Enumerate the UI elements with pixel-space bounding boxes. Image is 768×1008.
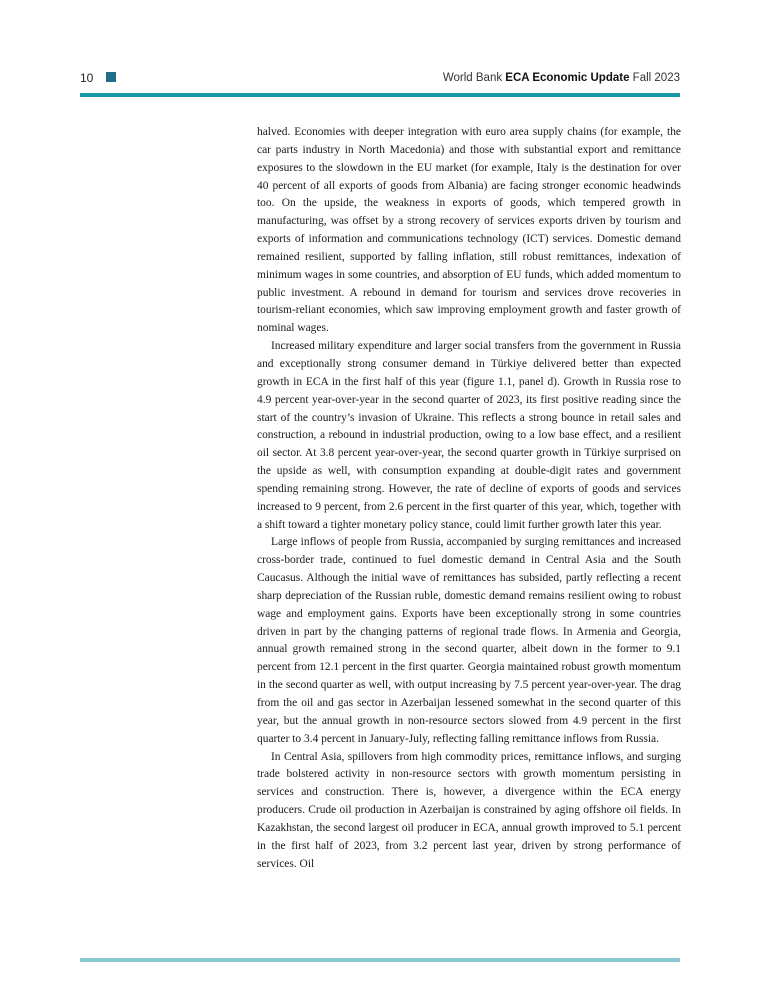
paragraph-1: halved. Economies with deeper integration with euro area supply chains (for example, the car parts industry in North Macedonia) and those with substantial export and remittance exposures to the slowdown in the EU market (for example, Italy is the destination for over 40 percent of all exports of goods from Albania) are facing stronger economic headwinds too. On the upside, the weakness in exports of goods, which tempered growth in manufacturing, was offset by a strong recovery of services exports driven by tourism and exports of information and communications technology (ICT) services. Domestic demand remained resilient, supported by falling inflation, still robust remittances, indexation of minimum wages in some countries, and absorption of EU funds, which added momentum to public investment. A rebound in demand for tourism and services drove recoveries in tourism-reliant economies, which saw improving employment growth and faster growth of nominal wages. xyxy=(257,126,681,335)
body-text xyxy=(257,124,681,873)
running-head-report-title: ECA Economic Update xyxy=(505,72,630,84)
paragraph-2: Increased military expenditure and larger social transfers from the government in Russia and exceptionally strong consumer demand in Türkiye delivered better than expected growth in ECA in the first half of this year (figure 1.1, panel d). Growth in Russia rose to 4.9 percent year-over-year in the second quarter of 2023, its first positive reading since the start of the country’s invasion of Ukraine. This reflects a strong bounce in retail sales and construction, a rebound in industrial production, owing to a low base effect, and a resilient oil sector. At 3.8 percent year-over-year, the second quarter growth in Türkiye surprised on the upside as well, with consumption expanding at double-digit rates and government spending remaining strong. However, the rate of decline of exports of goods and services increased to 9 percent, from 2.6 percent in the first quarter of this year, which, together with a shift toward a tighter monetary policy stance, could limit further growth later this year. xyxy=(257,340,681,531)
running-head-publisher: World Bank xyxy=(442,72,506,84)
running-head-edition: Fall 2023 xyxy=(629,72,680,84)
header-accent-square xyxy=(106,72,116,82)
running-head xyxy=(443,70,680,86)
paragraph-3: Large inflows of people from Russia, accompanied by surging remittances and increased cross-border trade, continued to fuel domestic demand in Central Asia and the South Caucasus. Although the initial wave of remittances has subsided, partly reflecting a recent sharp depreciation of the Russian ruble, domestic demand remains resilient owing to robust wage and employment gains. Exports have been exceptionally strong in some countries driven in part by the changing patterns of regional trade flows. In Armenia and Georgia, annual growth remained strong in the second quarter, albeit down in the former to 9.1 percent from 12.1 percent in the first quarter. Georgia maintained robust growth momentum in the second quarter as well, with output increasing by 7.5 percent year-over-year. The drag from the oil and gas sector in Azerbaijan lessened somewhat in the second quarter of this year, but the annual growth in non-resource sectors slowed from 4.9 percent in the first quarter to 3.4 percent in January-July, reflecting falling remittance inflows from Russia. xyxy=(257,536,681,745)
page-number: 10 xyxy=(80,71,94,85)
paragraph-4: In Central Asia, spillovers from high commodity prices, remittance inflows, and surging trade bolstered activity in non-resource sectors with growth momentum persisting in services and construction. There is, however, a divergence within the ECA energy producers. Crude oil production in Azerbaijan is constrained by aging offshore oil fields. In Kazakhstan, the second largest oil producer in ECA, annual growth improved to 5.1 percent in the first half of 2023, from 3.2 percent last year, driven by strong performance of services. Oil xyxy=(257,750,681,870)
header-rule xyxy=(80,93,680,97)
footer-rule xyxy=(80,958,680,962)
